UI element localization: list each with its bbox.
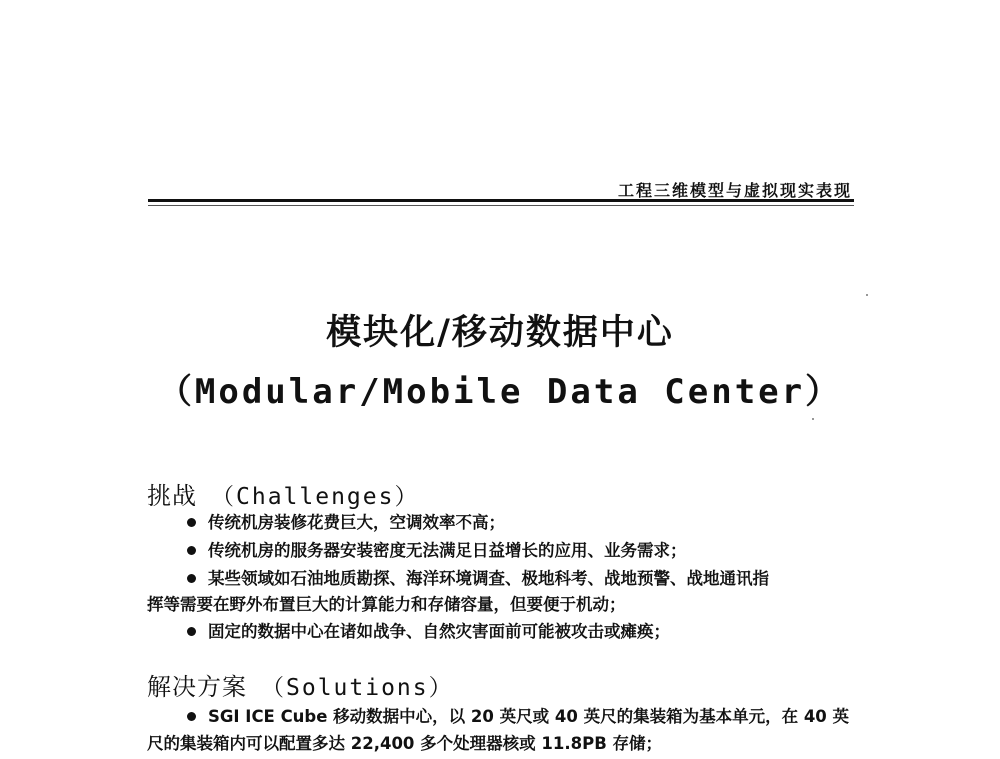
solutions-heading	[147, 667, 454, 702]
challenge-item-continuation: 挥等需要在野外布置巨大的计算能力和存储容量，但要便于机动；	[147, 595, 626, 614]
challenge-item	[147, 565, 857, 592]
solution-item-text: SGI ICE Cube 移动数据中心，以 20 英尺或 40 英尺的集装箱为基本单元，在 40 英	[208, 707, 850, 726]
header-rule-thick	[148, 199, 854, 202]
challenges-heading	[147, 476, 419, 511]
solution-item-continuation: 尺的集装箱内可以配置多达 22,400 多个处理器核或 11.8PB 存储；	[147, 734, 663, 753]
bullet-icon	[187, 627, 196, 636]
bullet-icon	[187, 574, 196, 583]
solutions-heading-en: （Solutions）	[261, 675, 454, 701]
header-rule-thin	[148, 205, 854, 206]
running-header: 工程三维模型与虚拟现实表现	[617, 181, 852, 200]
challenge-item-text: 某些领域如石油地质勘探、海洋环境调查、极地科考、战地预警、战地通讯指	[208, 569, 769, 588]
page-title-english: （Modular/Mobile Data Center）	[157, 372, 843, 412]
solutions-heading-cn: 解决方案	[147, 673, 247, 701]
challenge-item	[147, 537, 857, 564]
challenge-item-text: 固定的数据中心在诸如战争、自然灾害面前可能被攻击或瘫痪；	[208, 622, 670, 641]
challenge-item-text: 传统机房的服务器安装密度无法满足日益增长的应用、业务需求；	[208, 541, 687, 560]
bullet-icon	[187, 546, 196, 555]
bullet-icon	[187, 712, 196, 721]
challenge-item-text: 传统机房装修花费巨大，空调效率不高；	[208, 513, 505, 532]
challenge-item	[147, 509, 857, 536]
scan-speck	[866, 294, 868, 296]
page-title-chinese: 模块化/移动数据中心	[326, 313, 674, 353]
challenges-heading-cn: 挑战	[147, 482, 197, 510]
challenge-item	[147, 618, 857, 645]
bullet-icon	[187, 518, 196, 527]
challenges-heading-en: （Challenges）	[211, 484, 420, 510]
solution-item	[147, 703, 857, 730]
scan-speck	[812, 418, 814, 420]
